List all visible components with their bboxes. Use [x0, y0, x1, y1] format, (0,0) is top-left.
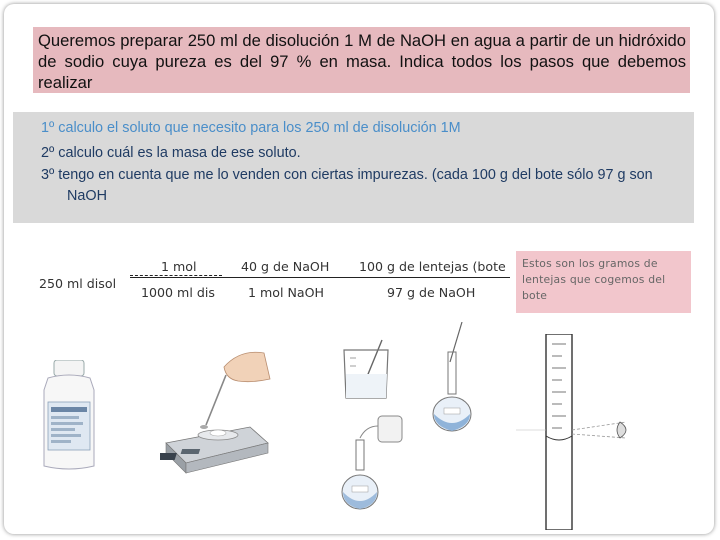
fraction-dash-line — [130, 275, 222, 276]
calc-denominator-3: 97 g de NaOH — [387, 285, 476, 300]
fraction-line — [130, 277, 510, 278]
step-3: 3º tengo en cuenta que me lo venden con ciertas impurezas. (cada 100 g del bote sólo 97 g son NaOH — [41, 167, 653, 204]
step-2: 2º calculo cuál es la masa de ese soluto. — [41, 144, 301, 161]
calc-numerator-3: 100 g de lentejas (bote — [359, 259, 506, 274]
reagent-bottle-illustration — [38, 360, 100, 472]
note-box — [516, 251, 691, 313]
problem-statement-box — [33, 27, 690, 93]
steps-box — [13, 112, 694, 223]
beaker-illustration — [338, 338, 398, 402]
problem-statement: Queremos preparar 250 ml de disolución 1 M de NaOH en agua a partir de un hidróxido de sodio cuya pureza es del 97 % en masa. Indica todos los pasos que debemos realizar — [38, 31, 686, 92]
calc-denominator-1: 1000 ml dis — [141, 285, 215, 300]
step-1: 1º calculo el soluto que necesito para los 250 ml de disolución 1M — [41, 120, 461, 136]
calc-denominator-2: 1 mol NaOH — [248, 285, 325, 300]
burette-illustration — [516, 334, 666, 530]
note-text: Estos son los gramos de lentejas que cogemos del bote — [522, 257, 666, 302]
balance-illustration — [160, 345, 278, 477]
calc-start-quantity: 250 ml disol — [39, 276, 117, 291]
calc-numerator-2: 40 g de NaOH — [241, 259, 330, 274]
volumetric-flask-large-illustration — [428, 322, 476, 434]
wash-bottle-illustration — [338, 412, 410, 518]
calc-numerator-1: 1 mol — [161, 259, 197, 274]
